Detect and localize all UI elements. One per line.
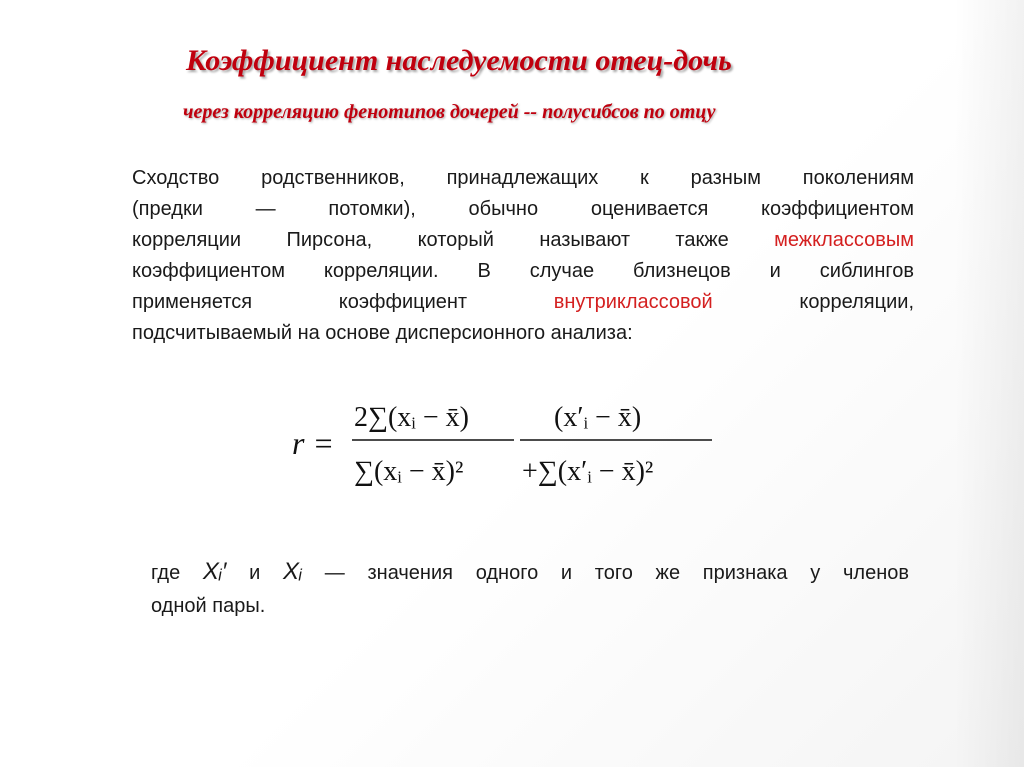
body-line-5-text: применяется коэффициент: [132, 291, 554, 313]
note-line-2: одной пары.: [151, 595, 266, 617]
note-mid: и: [226, 562, 284, 584]
note-line-1: [151, 555, 909, 589]
note-var-2: Xᵢ: [283, 558, 303, 585]
note-post: — значения одного и того же признака у членов: [302, 562, 910, 584]
body-line-1: Сходство родственников, принадлежащих к разным поколениям: [132, 167, 914, 189]
body-line-6: подсчитываемый на основе дисперсионного анализа:: [132, 322, 633, 344]
body-line-5-end: корреляции,: [712, 291, 914, 313]
formula-numerator-1: 2∑(xᵢ − x̄): [354, 402, 469, 433]
page-curl-shadow: [954, 0, 1024, 767]
formula-numerator-2: (x′ᵢ − x̄): [554, 402, 642, 433]
formula-svg: [292, 388, 732, 498]
slide-subtitle: через корреляцию фенотипов дочерей -- полусибсов по отцу: [183, 101, 716, 123]
slide-title: Коэффициент наследуемости отец-дочь: [186, 44, 732, 77]
body-line-3: [132, 225, 914, 256]
formula-lhs: r =: [292, 425, 335, 461]
formula-denominator-1: ∑(xᵢ − x̄)²: [354, 456, 464, 487]
note-var-1: Xᵢ′: [202, 558, 227, 585]
formula-denominator-2: +∑(x′ᵢ − x̄)²: [522, 456, 654, 487]
body-line-3-text: корреляции Пирсона, который называют также: [132, 229, 775, 251]
note-pre: где: [151, 562, 203, 584]
body-paragraph: [132, 163, 914, 349]
body-line-4: коэффициентом корреляции. В случае близнецов и сиблингов: [132, 260, 914, 282]
highlight-intraclass: внутриклассовой: [553, 291, 713, 313]
highlight-interclass: межклассовым: [774, 229, 914, 251]
formula-note: [151, 555, 909, 623]
body-line-5: [132, 287, 914, 318]
body-line-2: (предки — потомки), обычно оценивается коэффициентом: [132, 198, 914, 220]
correlation-formula: [292, 388, 732, 498]
